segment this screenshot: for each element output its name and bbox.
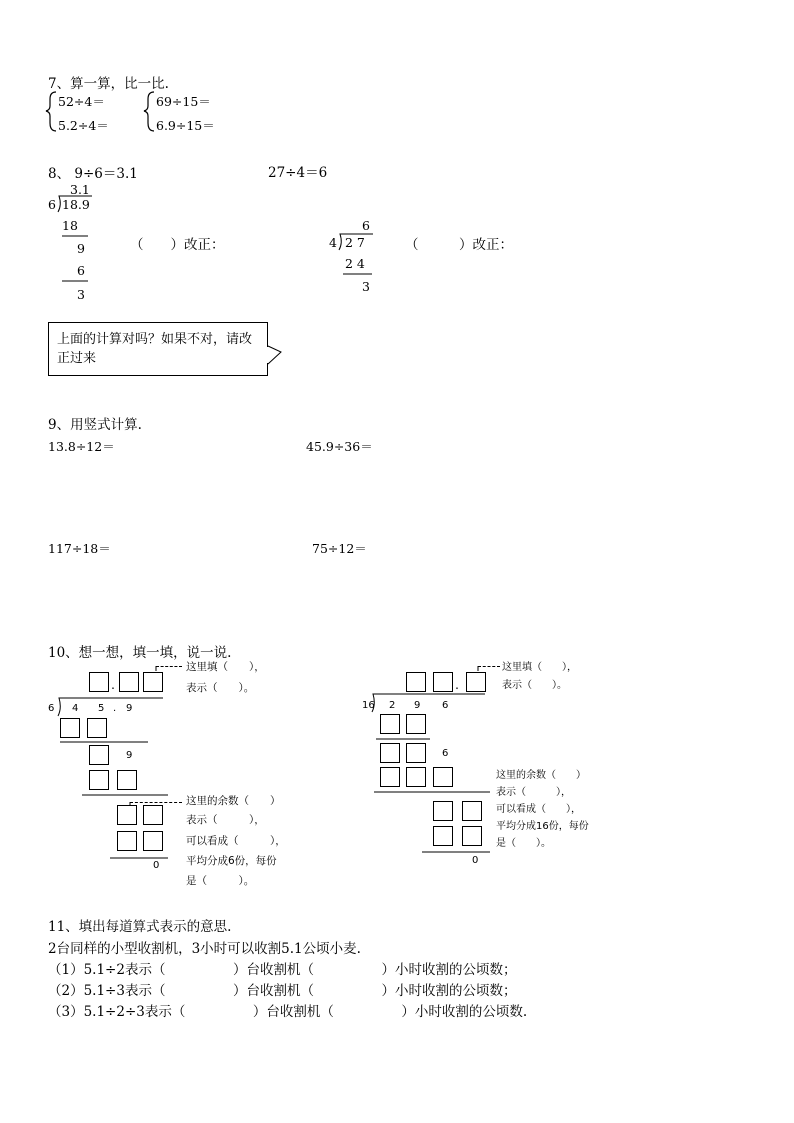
q10l-note2b: 表示（ ），	[186, 814, 265, 826]
q10l-note2e: 是（ ）。	[186, 875, 255, 887]
q10r-note1a: 这里填（ ），	[502, 662, 577, 673]
q10l-divisor: 6	[48, 703, 55, 714]
q10-title: 10、想一想，填一填，说一说.	[48, 645, 232, 661]
q10l-note2c: 可以看成（ ），	[186, 835, 286, 847]
q10l-dividend-d3: 9	[126, 703, 133, 714]
q11-title: 11、填出每道算式表示的意思.	[48, 919, 232, 935]
q10r-note2d: 平均分成16份，每份	[496, 821, 589, 832]
q9-problem-2: 45.9÷36＝	[306, 439, 373, 454]
q8a-rem2: 3	[77, 287, 85, 302]
q10r-bring-6: 6	[442, 748, 449, 759]
q8b-divisor: 4	[329, 235, 337, 250]
q10r-dividend-d1: 2	[389, 700, 396, 711]
q10l-quotient-dot: .	[111, 677, 115, 692]
q10r-note2c: 可以看成（ ），	[496, 804, 581, 815]
q10r-quotient-dot: .	[455, 677, 459, 692]
q8b-fix: （ ）改正：	[405, 237, 513, 253]
q10l-note2a: 这里的余数（ ）	[186, 795, 281, 807]
q8a-rem1: 9	[77, 241, 85, 256]
q8-title: 8、 9÷6＝3.1	[48, 166, 138, 182]
q10r-divisor: 16	[362, 700, 375, 711]
q8b-dividend: 2 7	[345, 235, 365, 250]
q10l-note1b: 表示（ ）。	[186, 682, 255, 694]
q11-line-1: （1）5.1÷2表示（ ）台收割机（ ）小时收割的公顷数；	[48, 962, 517, 978]
q11-line-3: （3）5.1÷2÷3表示（ ）台收割机（ ）小时收割的公顷数.	[48, 1004, 528, 1020]
q10r-note2a: 这里的余数（ ）	[496, 770, 586, 781]
q10r-dividend-d3: 6	[442, 700, 449, 711]
q11-intro: 2台同样的小型收割机，3小时可以收割5.1公顷小麦.	[48, 941, 361, 957]
q8b-rem1: 3	[362, 279, 370, 294]
q8-eq2: 27÷4＝6	[268, 165, 328, 181]
q8b-quotient: 6	[362, 218, 370, 233]
q8b-sub1: 2 4	[345, 256, 365, 271]
q7-right-1: 69÷15＝	[156, 94, 211, 109]
q11-line-2: （2）5.1÷3表示（ ）台收割机（ ）小时收割的公顷数；	[48, 983, 517, 999]
q10l-dividend-d2: 5	[98, 703, 105, 714]
q8a-sub1: 18	[62, 218, 78, 233]
q8a-divisor: 6	[48, 197, 56, 212]
q10r-note1b: 表示（ ）。	[502, 680, 567, 691]
q7-title: 7、算一算，比一比.	[48, 76, 169, 92]
q10l-note2d: 平均分成6份，每份	[186, 855, 277, 867]
q10r-dividend-d2: 9	[414, 700, 421, 711]
q7-left-2: 5.2÷4＝	[58, 118, 109, 133]
q9-problem-4: 75÷12＝	[312, 541, 367, 556]
q7-right-2: 6.9÷15＝	[156, 118, 215, 133]
q10r-note2e: 是（ ）。	[496, 838, 551, 849]
q10l-dividend-d1: 4	[72, 703, 79, 714]
q10l-bring-9: 9	[126, 750, 133, 761]
q9-title: 9、用竖式计算.	[48, 417, 142, 433]
q10l-final-0: 0	[153, 860, 160, 871]
q8a-fix: （ ）改正：	[130, 237, 225, 253]
q8-callout: 上面的计算对吗？如果不对，请改正过来	[48, 322, 268, 376]
q10r-final-0: 0	[472, 855, 479, 866]
q7-left-1: 52÷4＝	[58, 94, 105, 109]
q8a-quotient: 3.1	[70, 182, 90, 197]
q9-problem-1: 13.8÷12＝	[48, 439, 115, 454]
q10l-dividend-dot: .	[113, 703, 117, 714]
q10l-note1a: 这里填（ ），	[186, 661, 265, 673]
q10r-note2b: 表示（ ），	[496, 787, 571, 798]
q8a-sub2: 6	[77, 263, 85, 278]
q8a-dividend: 18.9	[62, 197, 90, 212]
q9-problem-3: 117÷18＝	[48, 541, 111, 556]
